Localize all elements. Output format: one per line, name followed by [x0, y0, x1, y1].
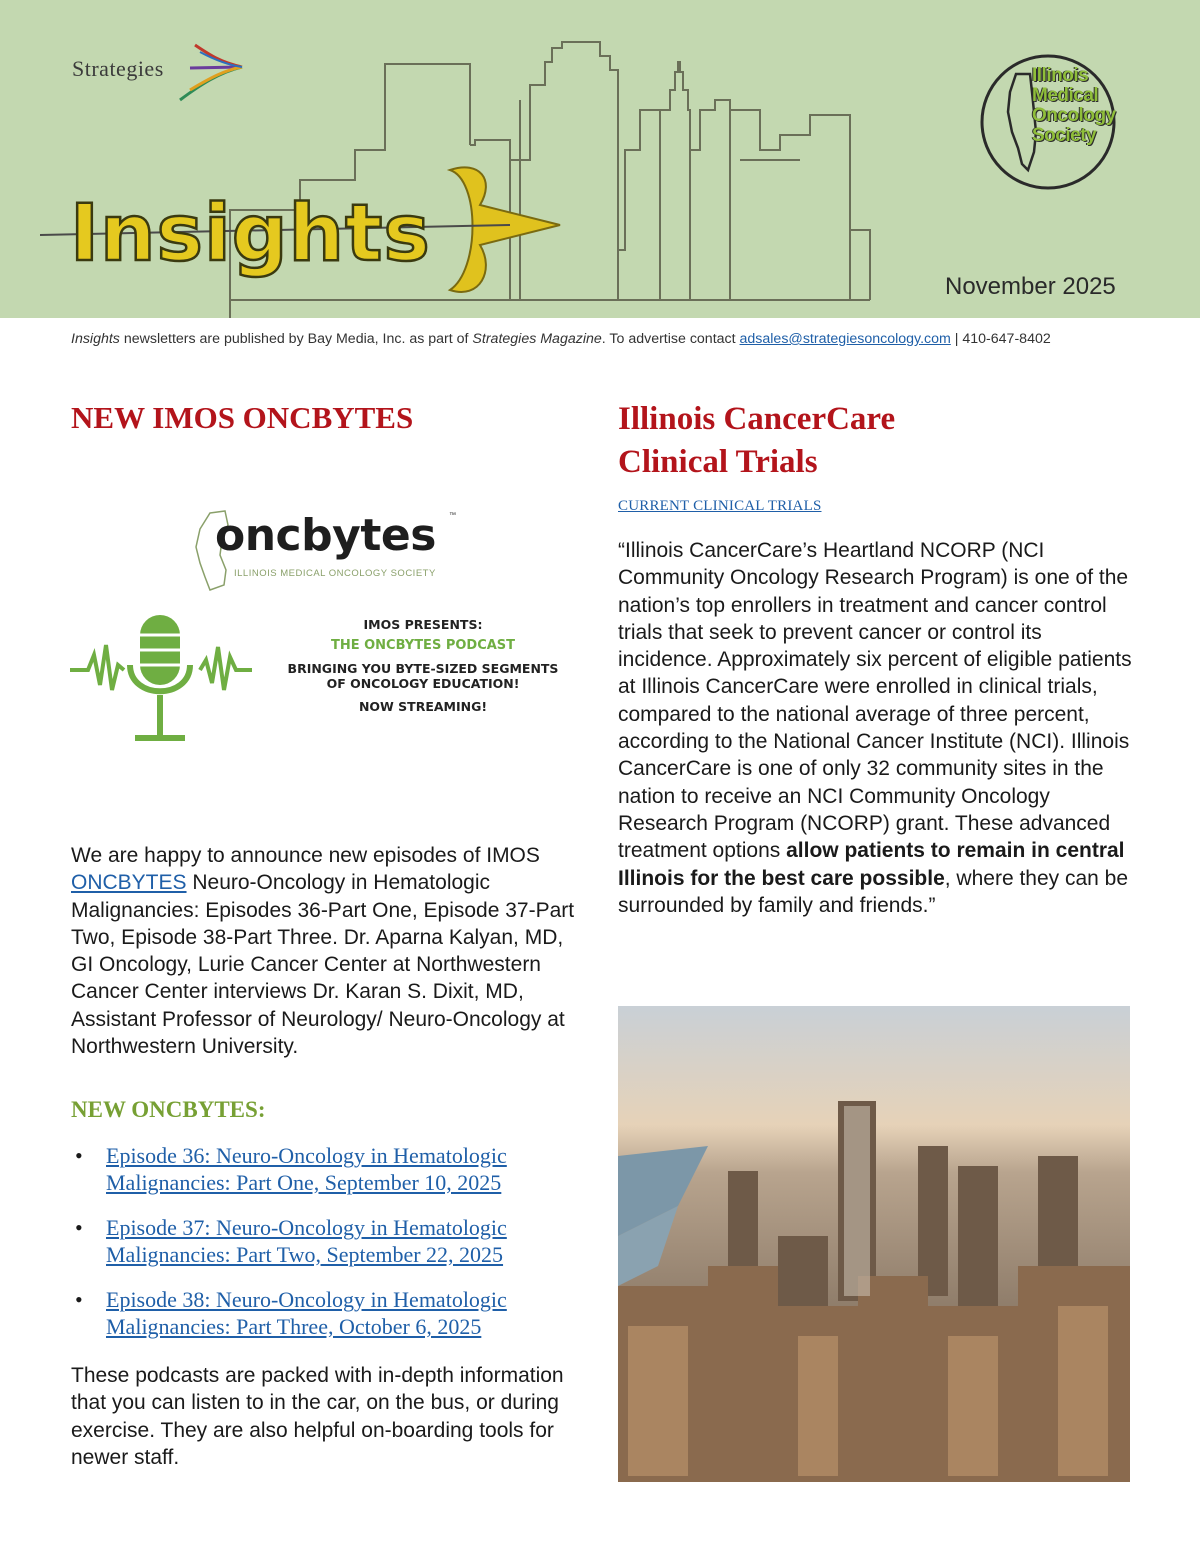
imos-society-logo-text: Illinois Medical Oncology Society [1032, 65, 1116, 146]
bullet-icon: • [75, 1143, 83, 1168]
current-clinical-trials-link[interactable]: CURRENT CLINICAL TRIALS [618, 498, 822, 514]
list-item [71, 1286, 591, 1340]
oncbytes-wordmark-subtitle: ILLINOIS MEDICAL ONCOLOGY SOCIETY [234, 568, 436, 579]
list-item [71, 1214, 591, 1268]
issue-date: November 2025 [945, 273, 1116, 300]
svg-text:Insights: Insights [70, 189, 431, 279]
podcast-promo-text: IMOS PRESENTS: THE ONCBYTES PODCAST BRINGING YOU BYTE-SIZED SEGMENTS OF ONCOLOGY EDUCATION! NOW STREAMING! [287, 617, 559, 714]
insights-logo-icon [40, 150, 600, 310]
list-item [71, 1142, 591, 1196]
oncbytes-intro-paragraph: We are happy to announce new episodes of IMOS ONCBYTES Neuro-Oncology in Hematologic Malignancies: Episodes 36-Part One, Episode 37-Part Two, Episode 38-Part Three. Dr. Aparna Kalyan, MD, GI Oncology, Lurie Cancer Center at Northwestern Cancer Center interviews Dr. Karan S. Dixit, MD, Assistant Professor of Neurology/ Neuro-Oncology at Northwestern University. [71, 844, 575, 1059]
episode-list [71, 1142, 591, 1358]
publisher-line: Insights newsletters are published by Bay Media, Inc. as part of Strategies Magazine. To advertise contact adsales@strategiesoncology.com | 410-647-8402 [71, 331, 1051, 347]
strategies-brand-text: Strategies [72, 56, 164, 81]
chicago-skyline-photo [618, 1006, 1130, 1482]
clinical-trials-quote: “Illinois CancerCare’s Heartland NCORP (NCI Community Oncology Research Program) is one of the nation’s top enrollers in treatment and cancer control trials that seek to prevent cancer or control its incidence. Approximately six percent of eligible patients at Illinois CancerCare were enrolled in clinical trials, compared to the national average of three percent, according to the National Cancer Institute (NCI). Illinois CancerCare is one of only 32 community sites in the nation to receive an NCI Community Oncology Research Program (NCORP) grant. These advanced treatment options allow patients to remain in central Illinois for the best care possible, where they can be surrounded by family and friends.” [618, 539, 1132, 917]
advertise-email-link[interactable]: adsales@strategiesoncology.com [739, 331, 951, 347]
episode-36-link[interactable]: Episode 36: Neuro-Oncology in Hematologic Malignancies: Part One, September 10, 2025 [106, 1143, 507, 1195]
newsletter-header [0, 0, 1200, 318]
oncbytes-wordmark: oncbytes [215, 510, 436, 561]
episode-37-link[interactable]: Episode 37: Neuro-Oncology in Hematologic Malignancies: Part Two, September 22, 2025 [106, 1215, 507, 1267]
new-oncbytes-subheading: NEW ONCBYTES: [71, 1097, 266, 1122]
oncbytes-heading: NEW IMOS ONCBYTES [71, 400, 414, 435]
trademark-symbol: ™ [449, 512, 456, 519]
bullet-icon: • [75, 1215, 83, 1240]
bullet-icon: • [75, 1287, 83, 1312]
closing-paragraph: These podcasts are packed with in-depth information that you can listen to in the car, on the bus, or during exercise. They are also helpful on-boarding tools for newer staff. [71, 1364, 564, 1469]
oncbytes-link[interactable]: ONCBYTES [71, 871, 187, 895]
episode-38-link[interactable]: Episode 38: Neuro-Oncology in Hematologic Malignancies: Part Three, October 6, 2025 [106, 1287, 507, 1339]
clinical-trials-heading: Illinois CancerCare Clinical Trials [618, 401, 896, 480]
